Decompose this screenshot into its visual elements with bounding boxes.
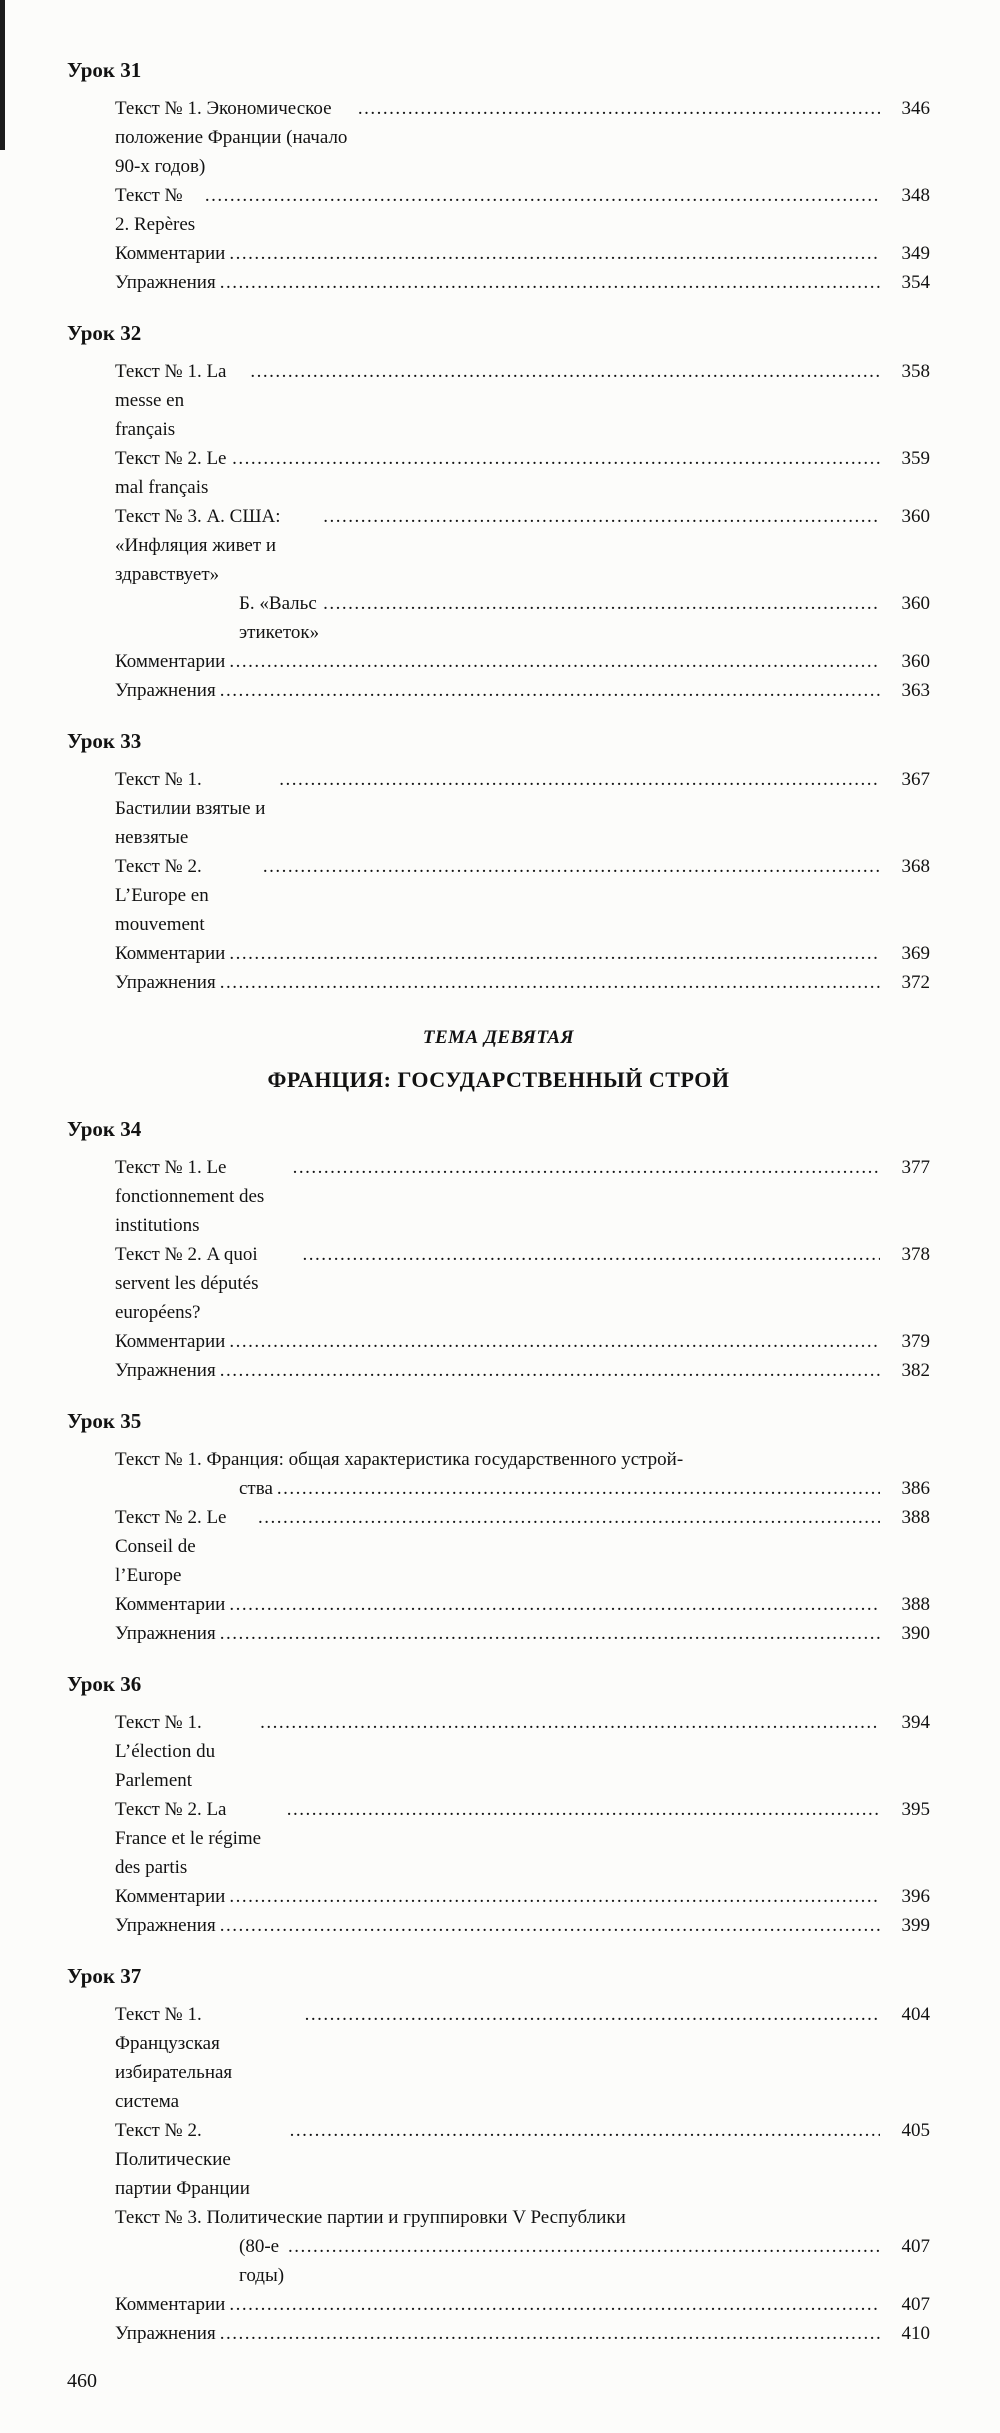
dot-leader: [220, 2319, 880, 2348]
dot-leader: [229, 939, 880, 968]
toc-entry: [67, 357, 930, 444]
entry-title: Текст № 1. Французская избирательная система: [115, 2004, 237, 2112]
entry-page-number: 386: [901, 1478, 930, 1499]
toc-entry: [67, 1911, 930, 1940]
entry-title: Текст № 1. La messe en français: [115, 361, 232, 440]
toc-section: [67, 1672, 930, 1940]
toc-entry: [67, 2203, 930, 2232]
toc-entry: [67, 2290, 930, 2319]
entry-page-number: 390: [901, 1623, 930, 1644]
entry-page-number: 348: [901, 185, 930, 206]
entry-title: Текст № 1. Экономическое положение Франции (начало 90-х годов): [115, 98, 353, 177]
entry-title: Текст № 3. Политические партии и группировки V Республики: [115, 2207, 626, 2228]
entry-page-number: 394: [901, 1712, 930, 1733]
entry-page-number: 396: [901, 1886, 930, 1907]
dot-leader: [229, 2290, 880, 2319]
toc-entry: [67, 1474, 930, 1503]
toc-section: [67, 729, 930, 997]
entry-title: Текст № 2. Le Conseil de l’Europe: [115, 1507, 232, 1586]
entry-title: Упражнения: [115, 1915, 216, 1936]
entry-page-number: 382: [901, 1360, 930, 1381]
dot-leader: [287, 1795, 880, 1824]
page-number: 460: [67, 2370, 97, 2392]
dot-leader: [293, 1153, 880, 1182]
entry-title: Текст № 2. Le mal français: [115, 448, 232, 498]
dot-leader: [220, 968, 880, 997]
entry-title: Упражнения: [115, 680, 216, 701]
dot-leader: [258, 1503, 880, 1532]
entry-page-number: 346: [901, 98, 930, 119]
entry-title: Текст № 2. La France et le régime des partis: [115, 1799, 266, 1878]
theme-title: ФРАНЦИЯ: ГОСУДАРСТВЕННЫЙ СТРОЙ: [267, 1067, 730, 1092]
entry-title: ства: [239, 1478, 273, 1499]
dot-leader: [220, 676, 880, 705]
entry-page-number: 358: [901, 361, 930, 382]
toc-entry: [67, 239, 930, 268]
dot-leader: [323, 502, 880, 531]
toc-entry: [67, 1619, 930, 1648]
entry-page-number: 404: [901, 2004, 930, 2025]
entry-page-number: 405: [901, 2120, 930, 2141]
section-heading: Урок 37: [67, 1964, 142, 1988]
dot-leader: [220, 1911, 880, 1940]
entry-page-number: 378: [901, 1244, 930, 1265]
toc-content: [67, 58, 930, 2348]
entry-title: Текст № 2. A quoi servent les députés européens?: [115, 1244, 264, 1323]
toc-entry: [67, 647, 930, 676]
entry-title: Текст № 1. Бастилии взятые и невзятые: [115, 769, 271, 848]
toc-entry: [67, 444, 930, 502]
toc-entry: [67, 94, 930, 181]
dot-leader: [229, 1327, 880, 1356]
entry-page-number: 368: [901, 856, 930, 877]
toc-entry: [67, 676, 930, 705]
toc-entry: [67, 2319, 930, 2348]
entry-page-number: 369: [901, 943, 930, 964]
entry-page-number: 372: [901, 972, 930, 993]
toc-entry: [67, 2116, 930, 2203]
toc-entry: [67, 589, 930, 647]
dot-leader: [220, 268, 880, 297]
entry-page-number: 395: [901, 1799, 930, 1820]
dot-leader: [220, 1356, 880, 1385]
toc-entry: [67, 1590, 930, 1619]
dot-leader: [232, 444, 880, 473]
entry-page-number: 363: [901, 680, 930, 701]
toc-entry: [67, 765, 930, 852]
entry-title: Комментарии: [115, 1594, 226, 1615]
toc-section: [67, 1964, 930, 2348]
toc-entry: [67, 1356, 930, 1385]
entry-title: Текст № 2. L’Europe en mouvement: [115, 856, 214, 935]
entry-page-number: 407: [901, 2236, 930, 2257]
toc-entry: [67, 1708, 930, 1795]
toc-section: [67, 1117, 930, 1385]
entry-title: Б. «Вальс этикеток»: [239, 593, 322, 643]
section-heading: Урок 31: [67, 58, 142, 82]
entry-title: Комментарии: [115, 943, 226, 964]
entry-page-number: 399: [901, 1915, 930, 1936]
toc-entry: [67, 1445, 930, 1474]
section-heading: Урок 35: [67, 1409, 142, 1433]
section-heading: Урок 34: [67, 1117, 142, 1141]
dot-leader: [260, 1708, 880, 1737]
entry-title: Упражнения: [115, 1623, 216, 1644]
entry-page-number: 360: [901, 593, 930, 614]
entry-title: Текст № 1. Le fonctionnement des institutions: [115, 1157, 270, 1236]
dot-leader: [220, 1619, 880, 1648]
entry-page-number: 354: [901, 272, 930, 293]
toc-entry: [67, 1240, 930, 1327]
toc-entry: [67, 502, 930, 589]
toc-entry: [67, 181, 930, 239]
toc-entry: [67, 1882, 930, 1911]
theme-subtitle: ТЕМА ДЕВЯТАЯ: [422, 1027, 575, 1048]
dot-leader: [302, 1240, 880, 1269]
dot-leader: [263, 852, 880, 881]
toc-section: [67, 58, 930, 297]
entry-page-number: 388: [901, 1507, 930, 1528]
entry-page-number: 377: [901, 1157, 930, 1178]
entry-title: Комментарии: [115, 651, 226, 672]
dot-leader: [277, 1474, 880, 1503]
entry-title: Комментарии: [115, 1886, 226, 1907]
toc-section: [67, 1409, 930, 1648]
dot-leader: [229, 647, 880, 676]
dot-leader: [358, 94, 880, 123]
entry-title: Текст № 2. Политические партии Франции: [115, 2120, 250, 2199]
dot-leader: [288, 2232, 880, 2261]
entry-page-number: 388: [901, 1594, 930, 1615]
entry-title: Текст № 2. Repères: [115, 185, 196, 235]
dot-leader: [305, 2000, 880, 2029]
section-heading: Урок 33: [67, 729, 142, 753]
entry-page-number: 360: [901, 506, 930, 527]
entry-title: Текст № 1. L’élection du Parlement: [115, 1712, 220, 1791]
entry-title: Упражнения: [115, 2323, 216, 2344]
entry-page-number: 379: [901, 1331, 930, 1352]
dot-leader: [290, 2116, 880, 2145]
dot-leader: [250, 357, 880, 386]
entry-page-number: 359: [901, 448, 930, 469]
section-heading: Урок 32: [67, 321, 142, 345]
entry-page-number: 407: [901, 2294, 930, 2315]
dot-leader: [229, 1882, 880, 1911]
scan-edge-artifact: [0, 0, 5, 150]
toc-entry: [67, 968, 930, 997]
entry-title: Комментарии: [115, 2294, 226, 2315]
toc-entry: [67, 1795, 930, 1882]
entry-title: Упражнения: [115, 972, 216, 993]
entry-title: Текст № 1. Франция: общая характеристика государственного устрой-: [115, 1449, 684, 1470]
dot-leader: [229, 1590, 880, 1619]
toc-entry: [67, 1153, 930, 1240]
toc-entry: [67, 2000, 930, 2116]
toc-entry: [67, 2232, 930, 2290]
entry-page-number: 360: [901, 651, 930, 672]
entry-title: Комментарии: [115, 1331, 226, 1352]
dot-leader: [323, 589, 880, 618]
theme-heading: [67, 1027, 930, 1093]
toc-entry: [67, 1503, 930, 1590]
entry-page-number: 349: [901, 243, 930, 264]
dot-leader: [279, 765, 880, 794]
entry-title: Упражнения: [115, 272, 216, 293]
entry-page-number: 367: [901, 769, 930, 790]
dot-leader: [205, 181, 880, 210]
toc-entry: [67, 852, 930, 939]
dot-leader: [229, 239, 880, 268]
entry-title: Комментарии: [115, 243, 226, 264]
toc-entry: [67, 939, 930, 968]
toc-entry: [67, 1327, 930, 1356]
toc-section: [67, 321, 930, 705]
entry-title: Упражнения: [115, 1360, 216, 1381]
toc-entry: [67, 268, 930, 297]
entry-page-number: 410: [901, 2323, 930, 2344]
section-heading: Урок 36: [67, 1672, 142, 1696]
entry-title: (80-е годы): [239, 2236, 285, 2286]
entry-title: Текст № 3. А. США: «Инфляция живет и здравствует»: [115, 506, 286, 585]
